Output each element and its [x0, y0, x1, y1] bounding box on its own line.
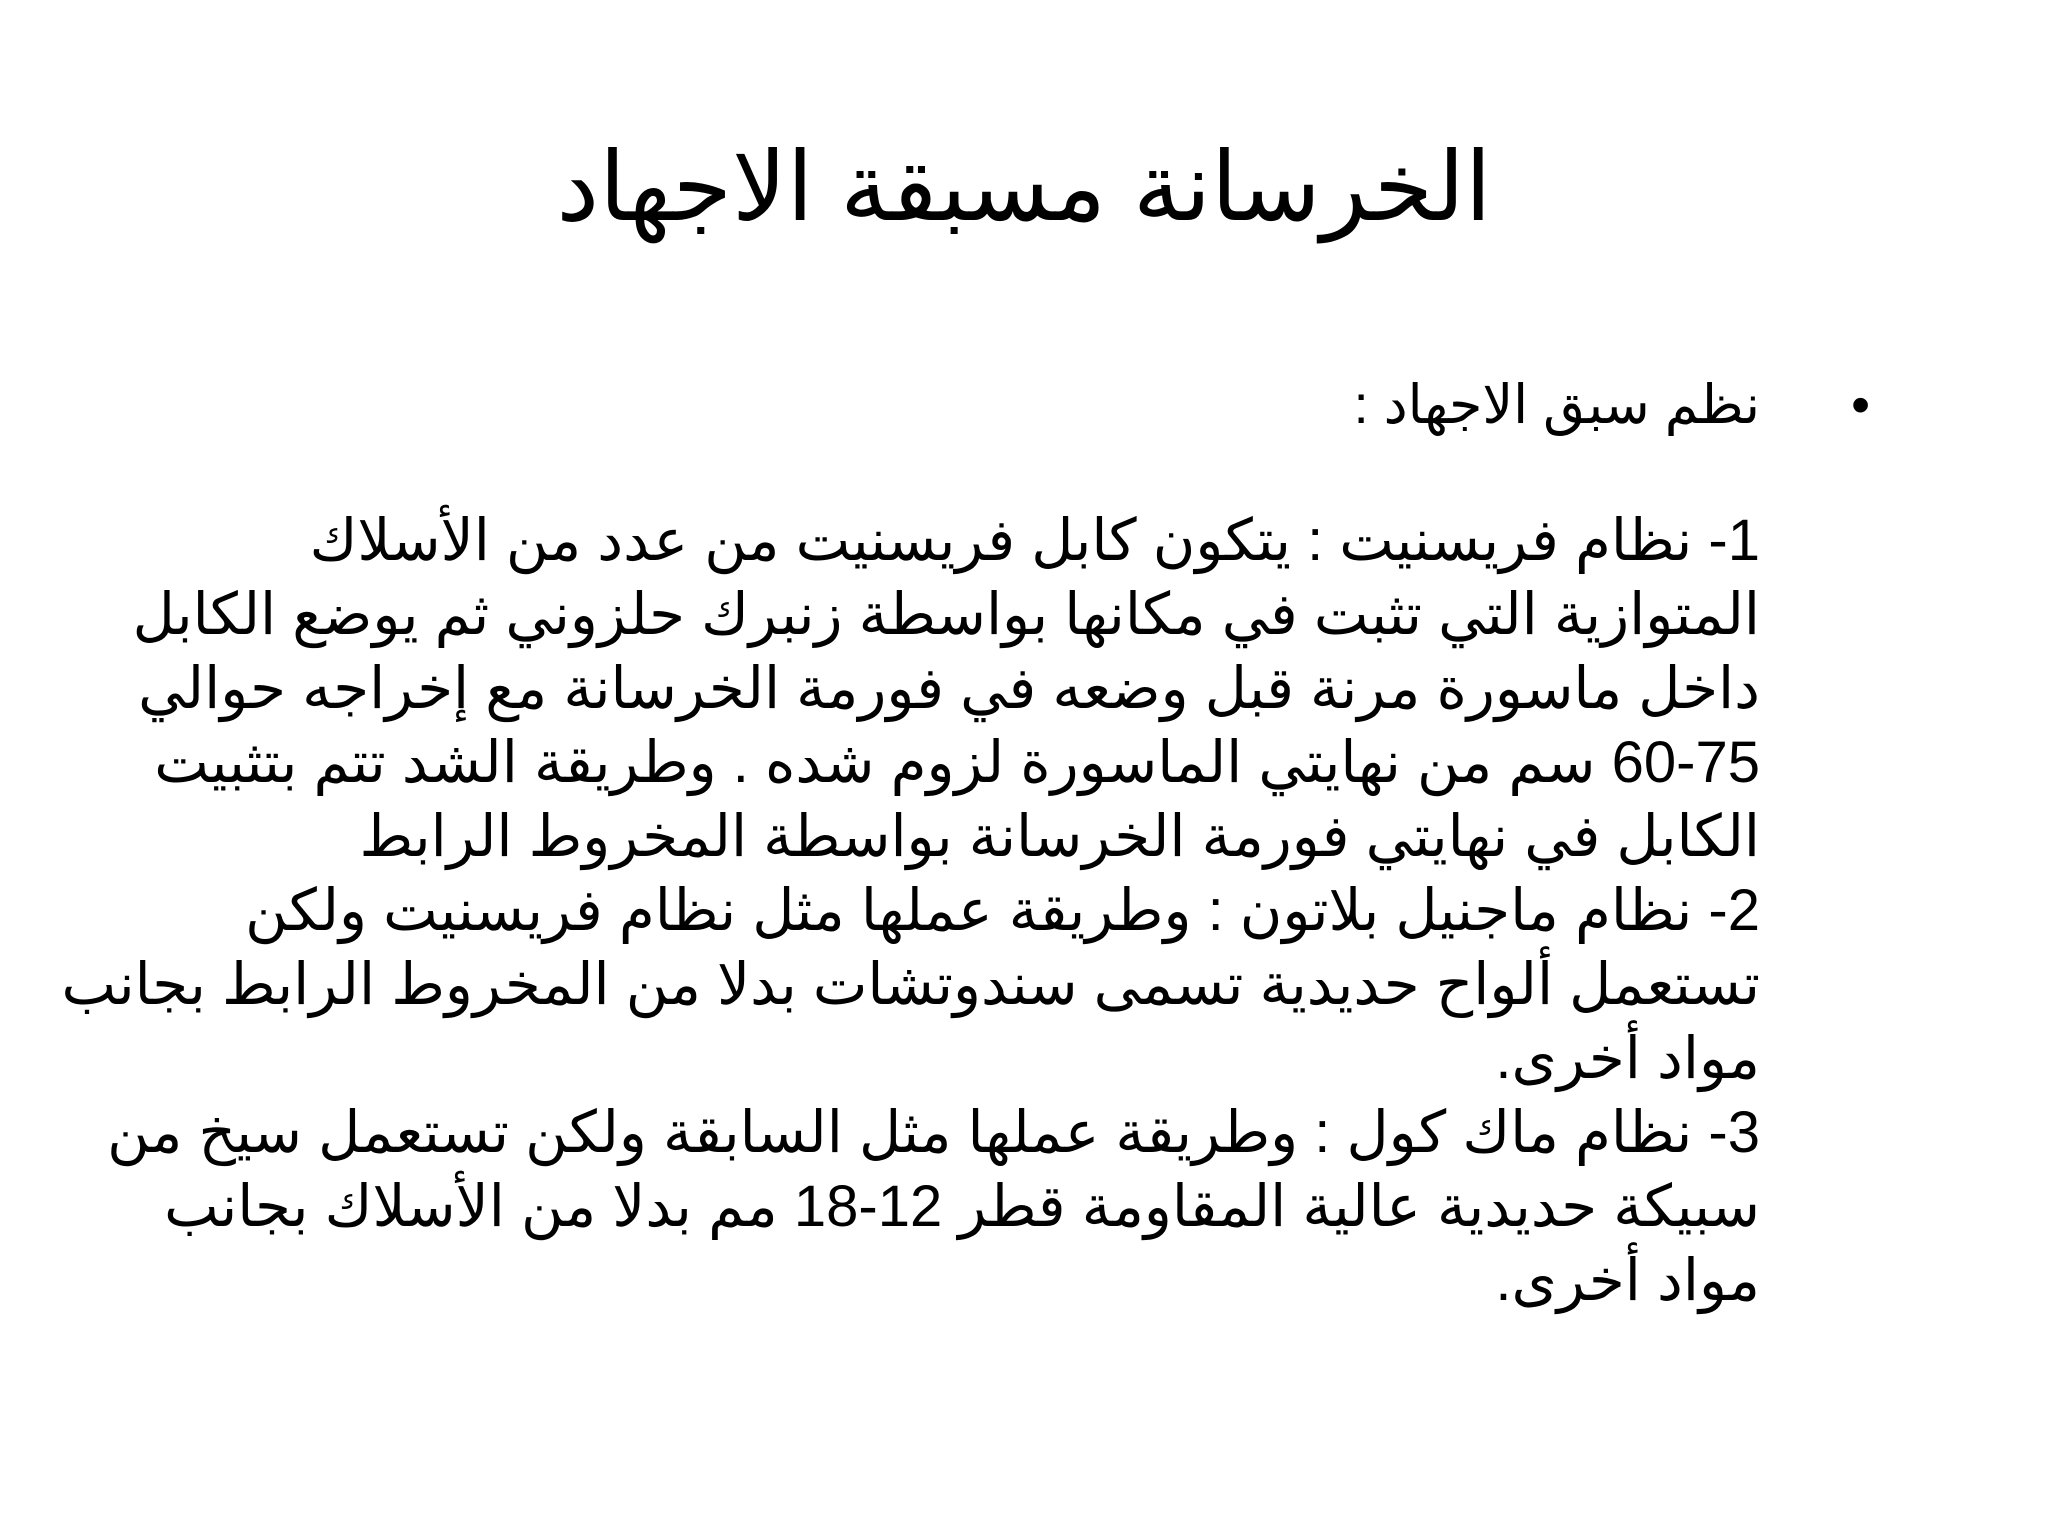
body-paragraph — [61, 504, 1760, 1318]
paragraph-line: تستعمل ألواح حديدية تسمى سندوتشات بدلا من المخروط الرابط بجانب — [61, 952, 1760, 1017]
paragraph-line: 1- نظام فريسنيت : يتكون كابل فريسنيت من عدد من الأسلاك — [309, 508, 1760, 573]
paragraph-line: 2- نظام ماجنيل بلاتون : وطريقة عملها مثل نظام فريسنيت ولكن — [245, 878, 1760, 943]
paragraph-line: مواد أخرى. — [1495, 1026, 1760, 1091]
paragraph-line: 3- نظام ماك كول : وطريقة عملها مثل السابقة ولكن تستعمل سيخ من — [107, 1100, 1760, 1165]
bullet-item — [130, 372, 1870, 438]
slide-content — [61, 372, 1870, 1318]
paragraph-line: المتوازية التي تثبت في مكانها بواسطة زنبرك حلزوني ثم يوضع الكابل — [132, 582, 1760, 647]
paragraph-line: 60-75 سم من نهايتي الماسورة لزوم شده . وطريقة الشد تتم بتثبيت — [154, 730, 1760, 795]
bullet-heading: نظم سبق الاجهاد : — [1353, 375, 1760, 435]
slide-title: الخرسانة مسبقة الاجهاد — [556, 134, 1492, 241]
paragraph-line: الكابل في نهايتي فورمة الخرسانة بواسطة المخروط الرابط — [359, 804, 1760, 869]
paragraph-line: داخل ماسورة مرنة قبل وضعه في فورمة الخرسانة مع إخراجه حوالي — [138, 656, 1760, 721]
paragraph-line: سبيكة حديدية عالية المقاومة قطر 12-18 مم بدلا من الأسلاك بجانب — [164, 1174, 1760, 1239]
bullet-marker: • — [1851, 375, 1870, 435]
paragraph-line: مواد أخرى. — [1495, 1248, 1760, 1313]
